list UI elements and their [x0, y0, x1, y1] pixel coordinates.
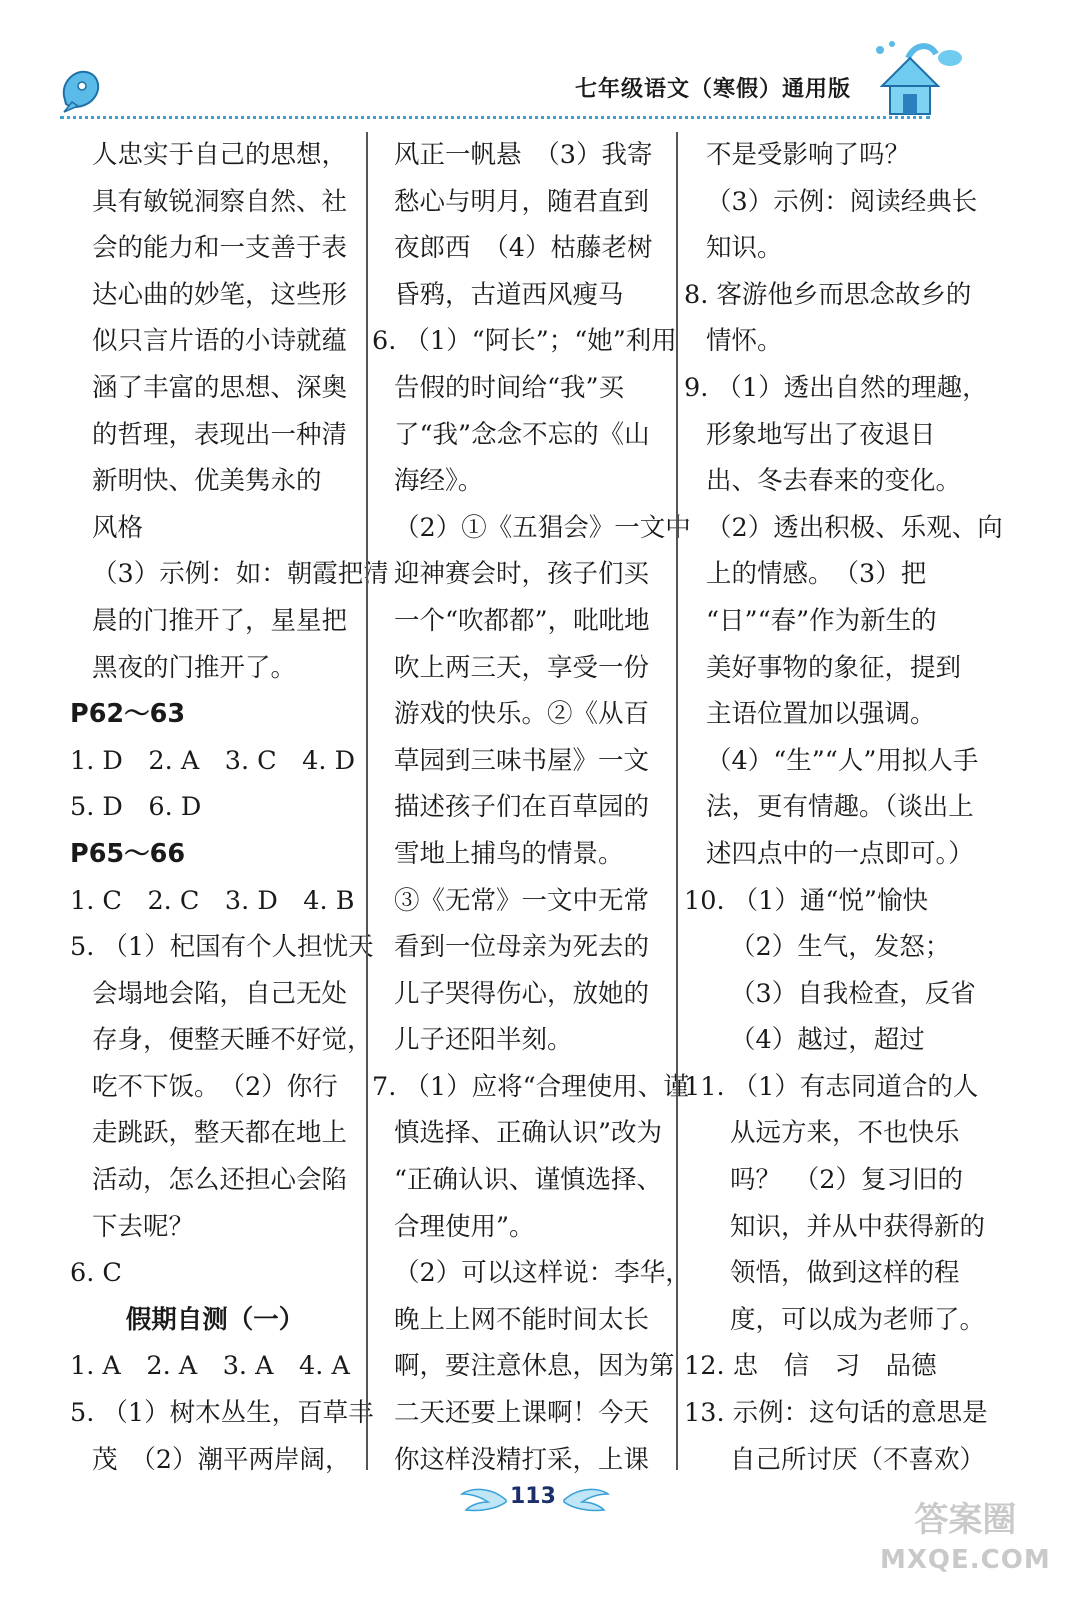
answer-line: 自己所讨厌（不喜欢）: [730, 1444, 986, 1475]
answer-line: “正确认识、谨慎选择、: [394, 1165, 663, 1196]
book-title: 七年级语文（寒假）通用版: [575, 77, 852, 102]
answer-line: 具有敏锐洞察自然、社: [92, 186, 348, 217]
answer-line: 美好事物的象征，提到: [706, 652, 962, 683]
column-divider: [676, 132, 678, 1470]
answer-line: 吗？ （2）复习旧的: [730, 1165, 963, 1196]
answer-line: 告假的时间给“我”买: [394, 372, 625, 403]
answer-line: 假期自测（一）: [125, 1304, 305, 1335]
answer-line: 的哲理，表现出一种清: [92, 419, 348, 450]
answer-line: P62～63: [70, 699, 186, 730]
watermark-text: 答案圈: [914, 1500, 1017, 1540]
answer-line: 海经》。: [394, 466, 484, 497]
answer-line: 从远方来，不也快乐: [730, 1118, 960, 1149]
answer-line: 10. （1）通“悦”愉快: [684, 885, 928, 916]
answer-line: （3）示例：阅读经典长: [706, 186, 978, 217]
answer-line: 儿子还阳半刻。: [394, 1025, 573, 1056]
answer-column-2: [372, 132, 691, 1483]
answer-line: （4）“生”“人”用拟人手: [706, 745, 979, 776]
answer-line: 晚上上网不能时间太长: [394, 1304, 650, 1335]
answer-line: ③《无常》一文中无常: [394, 885, 650, 916]
answer-line: 5. （1）树木丛生，百草丰: [70, 1398, 374, 1429]
answer-line: 一个“吹都都”，吡吡地: [394, 605, 650, 636]
answer-line: 新明快、优美隽永的: [92, 466, 322, 497]
answer-line: 人忠实于自己的思想，: [92, 140, 348, 170]
answer-line: 愁心与明月，随君直到: [394, 186, 650, 217]
answer-line: P65～66: [70, 838, 186, 869]
answer-line: 晨的门推开了，星星把: [92, 605, 348, 636]
answer-line: 儿子哭得伤心，放她的: [394, 978, 650, 1009]
answer-line: 风格: [92, 512, 144, 543]
answer-line: （2）生气，发怒；: [730, 932, 951, 963]
answer-line: 形象地写出了夜退日: [706, 419, 936, 450]
answer-line: “日”“春”作为新生的: [706, 605, 937, 636]
answer-line: 雪地上捕鸟的情景。: [394, 838, 624, 869]
answer-line: 吃不下饭。 （2）你行: [92, 1071, 338, 1102]
answer-line: 昏鸦，古道西风瘦马: [394, 279, 624, 310]
answer-line: 存身，便整天睡不好觉，: [92, 1025, 373, 1056]
answer-line: （3）自我检查，反省: [730, 978, 976, 1009]
answer-line: 草园到三味书屋》一文: [394, 745, 650, 776]
answer-line: 知识，并从中获得新的: [730, 1211, 986, 1242]
answer-line: 情怀。: [706, 326, 783, 357]
answer-line: 不是受影响了吗？: [706, 140, 911, 170]
answer-line: 度，可以成为老师了。: [730, 1304, 986, 1335]
answer-line: 领悟，做到这样的程: [730, 1258, 960, 1289]
answer-line: 二天还要上课啊！今天: [394, 1398, 650, 1429]
mascot-logo-icon: [58, 66, 104, 118]
answer-line: 走跳跃，整天都在地上: [92, 1118, 348, 1149]
answer-line: 游戏的快乐。②《从百: [394, 699, 650, 730]
answer-line: 述四点中的一点即可。）: [706, 838, 974, 869]
watermark-url: MXQE.COM: [880, 1545, 1051, 1575]
answer-line: 主语位置加以强调。: [706, 699, 936, 730]
answer-line: 9. （1）透出自然的理趣，: [684, 372, 988, 403]
page-number: 113: [510, 1484, 556, 1509]
answer-line: 吹上两三天，享受一份: [394, 652, 650, 683]
answer-line: 5. （1）杞国有个人担忧天: [70, 932, 374, 963]
page-header: [0, 0, 1090, 130]
house-logo-icon: [870, 40, 970, 124]
answer-line: 6. C: [70, 1258, 122, 1289]
answer-line: 5. D 6. D: [70, 792, 202, 823]
answer-line: 知识。: [706, 233, 783, 264]
answer-line: 看到一位母亲为死去的: [394, 932, 650, 963]
watermark: [880, 1500, 1051, 1580]
answer-line: 迎神赛会时，孩子们买: [394, 559, 650, 590]
answer-line: （2）①《五猖会》一文中: [394, 512, 691, 543]
answer-column-1: [70, 132, 389, 1483]
answer-line: 啊，要注意休息，因为第: [394, 1351, 675, 1382]
column-divider: [366, 132, 368, 1470]
answer-line: 茂 （2）潮平两岸阔，: [92, 1444, 351, 1475]
answer-line: 1. D 2. A 3. C 4. D: [70, 745, 356, 776]
answer-line: 黑夜的门推开了。: [92, 652, 297, 683]
answer-line: （2）可以这样说：李华，: [394, 1258, 691, 1289]
answer-line: 上的情感。 （3）把: [706, 559, 927, 590]
answer-line: 描述孩子们在百草园的: [394, 792, 650, 823]
answer-line: 你这样没精打采，上课: [394, 1444, 650, 1475]
answer-line: 夜郎西 （4）枯藤老树: [394, 233, 653, 264]
answer-line: 会的能力和一支善于表: [92, 233, 348, 264]
answer-line: 达心曲的妙笔，这些形: [92, 279, 348, 310]
answer-line: 活动，怎么还担心会陷: [92, 1165, 348, 1196]
answer-line: 法，更有情趣。（谈出上: [706, 792, 974, 823]
answer-line: 了“我”念念不忘的《山: [394, 419, 650, 450]
answer-line: 下去呢？: [92, 1211, 195, 1242]
answer-line: 13. 示例：这句话的意思是: [684, 1398, 988, 1429]
answer-line: 涵了丰富的思想、深奥: [92, 372, 348, 403]
answer-line: 出、冬去春来的变化。: [706, 466, 962, 497]
answer-line: 似只言片语的小诗就蕴: [92, 326, 348, 357]
answer-line: （4）越过，超过: [730, 1025, 925, 1056]
header-divider: [60, 116, 930, 119]
answer-line: 慎选择、正确认识”改为: [394, 1118, 663, 1149]
answer-line: 1. C 2. C 3. D 4. B: [70, 885, 355, 916]
answer-line: 会塌地会陷，自己无处: [92, 978, 348, 1009]
answer-line: 11. （1）有志同道合的人: [684, 1071, 979, 1102]
answer-line: 合理使用”。: [394, 1211, 535, 1242]
answer-line: 7. （1）应将“合理使用、谨: [372, 1071, 689, 1102]
answer-line: （3）示例：如：朝霞把清: [92, 559, 389, 590]
answer-line: 8. 客游他乡而思念故乡的: [684, 279, 972, 310]
answer-line: 风正一帆悬 （3）我寄: [394, 140, 653, 170]
answer-line: 6. （1）“阿长”；“她”利用: [372, 326, 677, 357]
answer-line: 12. 忠 信 习 品德: [684, 1351, 937, 1382]
answer-column-3: [684, 132, 1003, 1483]
answer-line: 1. A 2. A 3. A 4. A: [70, 1351, 350, 1382]
answer-line: （2）透出积极、乐观、向: [706, 512, 1003, 543]
